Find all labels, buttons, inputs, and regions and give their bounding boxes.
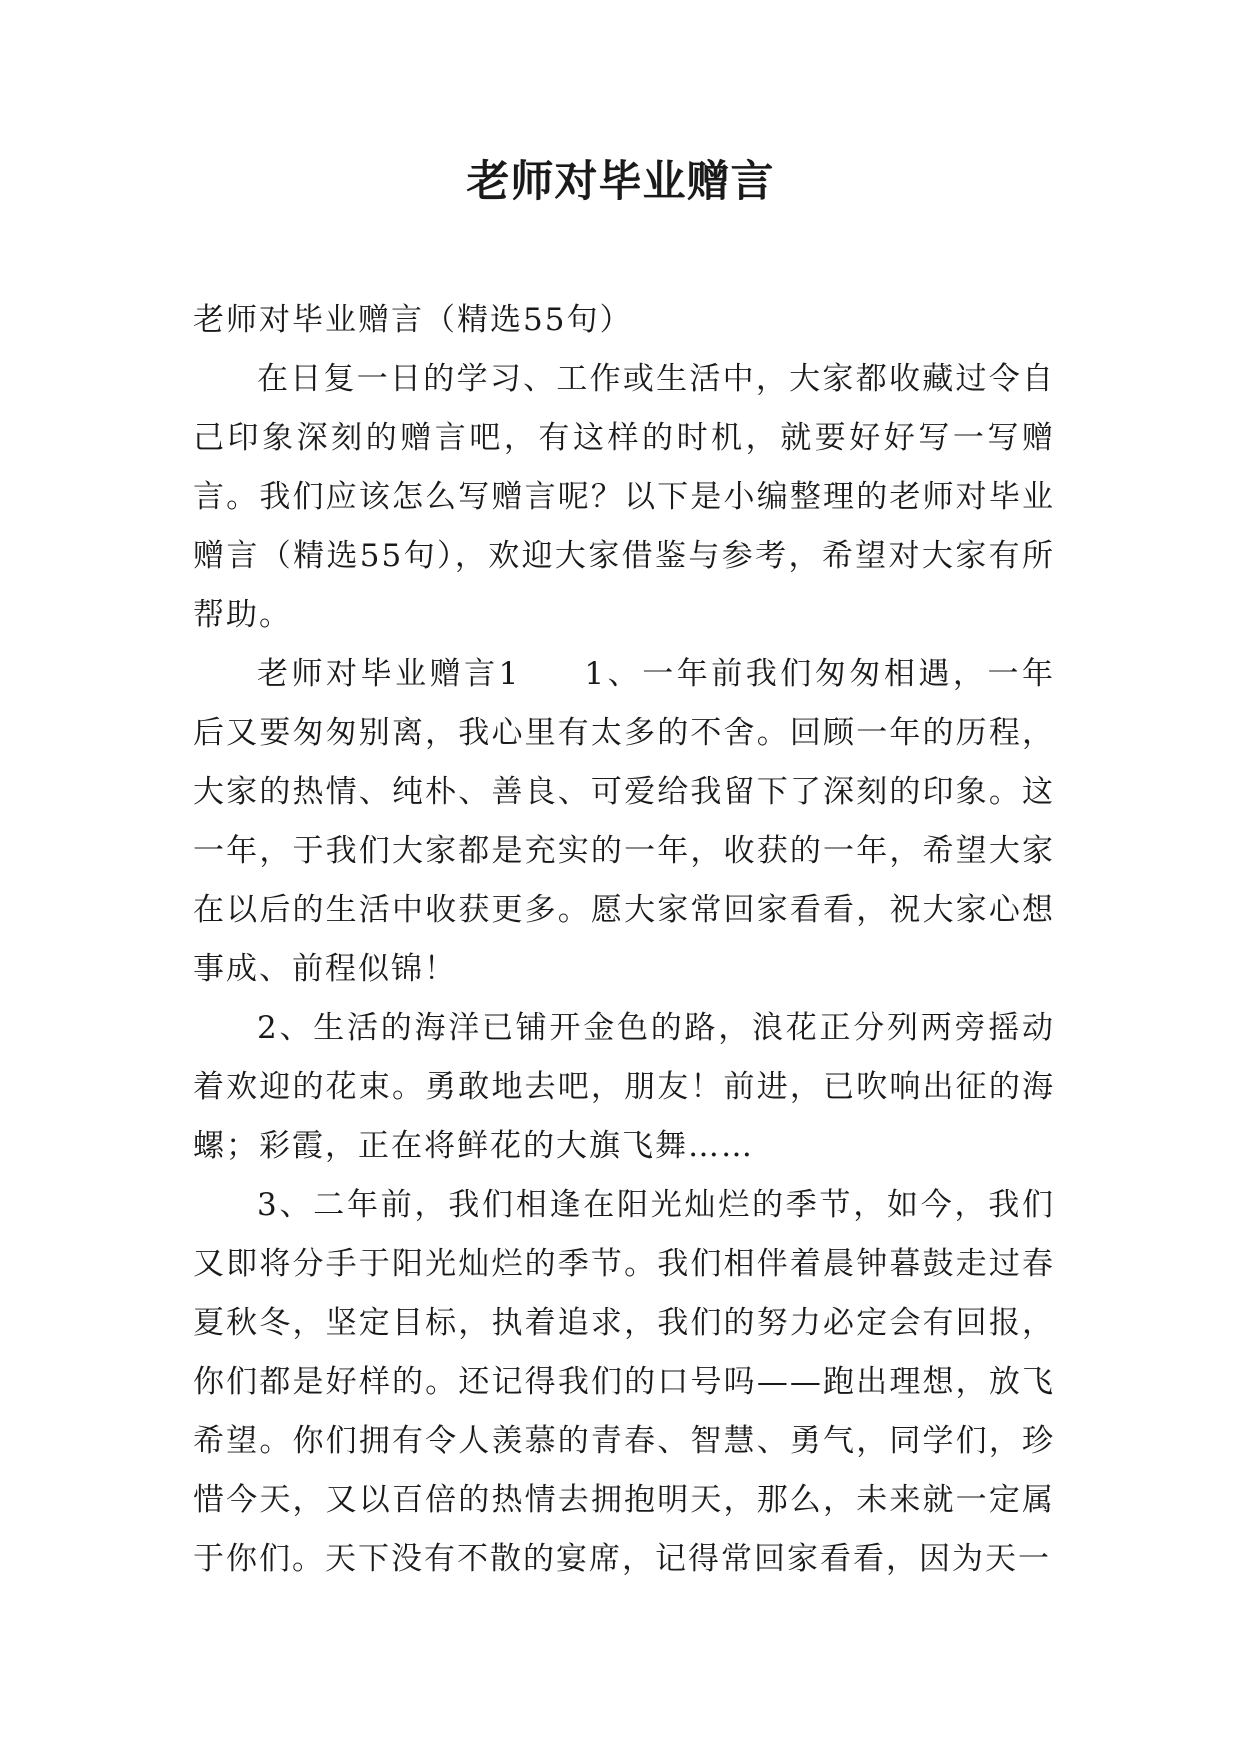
item-1-paragraph: [193, 645, 1055, 999]
document-subtitle: 老师对毕业赠言（精选55句）: [193, 302, 633, 338]
item-3-paragraph: 3、二年前，我们相逢在阳光灿烂的季节，如今，我们又即将分手于阳光灿烂的季节。我们相伴着晨钟暮鼓走过春夏秋冬，坚定目标，执着追求，我们的努力必定会有回报，你们都是好样的。还记得我们的口号吗——跑出理想，放飞希望。你们拥有令人羡慕的青春、智慧、勇气，同学们，珍惜今天，又以百倍的热情去拥抱明天，那么，未来就一定属于你们。天下没有不散的宴席，记得常回家看看，因为天一: [193, 1187, 1055, 1577]
item-2-paragraph: 2、生活的海洋已铺开金色的路，浪花正分列两旁摇动着欢迎的花束。勇敢地去吧，朋友！前进，已吹响出征的海螺；彩霞，正在将鲜花的大旗飞舞……: [193, 1010, 1055, 1164]
item-1-text: 1、一年前我们匆匆相遇，一年后又要匆匆别离，我心里有太多的不舍。回顾一年的历程，大家的热情、纯朴、善良、可爱给我留下了深刻的印象。这一年，于我们大家都是充实的一年，收获的一年，希望大家在以后的生活中收获更多。愿大家常回家看看，祝大家心想事成、前程似锦！: [193, 656, 1055, 987]
section-heading: 老师对毕业赠言1: [257, 656, 521, 692]
document-title: 老师对毕业赠言: [466, 157, 775, 207]
intro-paragraph: 在日复一日的学习、工作或生活中，大家都收藏过令自己印象深刻的赠言吧，有这样的时机，就要好好写一写赠言。我们应该怎么写赠言呢？以下是小编整理的老师对毕业赠言（精选55句），欢迎大家借鉴与参考，希望对大家有所帮助。: [193, 361, 1055, 633]
document-body: [193, 291, 1055, 1589]
